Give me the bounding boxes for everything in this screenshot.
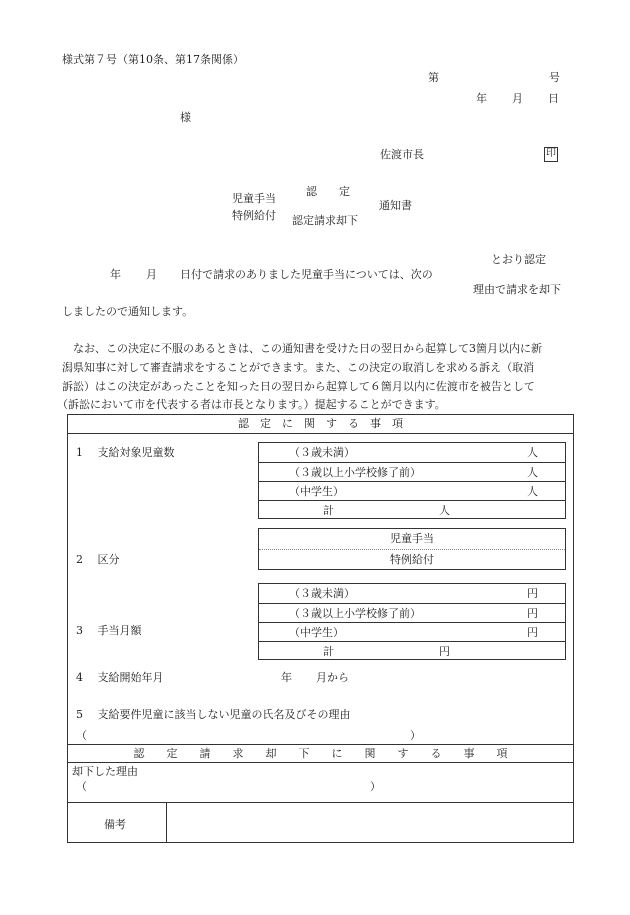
intro-year: 年 bbox=[110, 268, 121, 281]
intro-line2: しましたので通知します。 bbox=[62, 305, 194, 318]
title-kyakka: 認定請求却下 bbox=[292, 214, 358, 227]
section2-header: 認 定 請 求 却 下 に 関 す る 事 項 bbox=[133, 747, 508, 760]
item4-from: 月から bbox=[316, 671, 349, 684]
note-line1: なお、この決定に不服のあるときは、この通知書を受けた日の翌日から起算して3箇月以内に新 bbox=[73, 342, 542, 355]
kubun-box bbox=[258, 528, 566, 570]
divider bbox=[259, 549, 565, 550]
addressee-sama: 様 bbox=[180, 111, 191, 124]
table-row bbox=[259, 462, 565, 482]
divider bbox=[68, 744, 573, 745]
total-label: 計 bbox=[323, 504, 334, 517]
title-tsuchisho: 通知書 bbox=[379, 199, 412, 212]
intro-month: 月 bbox=[146, 268, 157, 281]
item1-label: 1 支給対象児童数 bbox=[76, 446, 175, 459]
date-year: 年 bbox=[476, 92, 487, 105]
row-unit: 人 bbox=[527, 466, 538, 479]
row-unit: 人 bbox=[527, 485, 538, 498]
row-unit: 円 bbox=[527, 607, 538, 620]
form-number: 様式第７号（第10条、第17条関係） bbox=[62, 53, 244, 66]
item4-year: 年 bbox=[281, 671, 292, 684]
item5-paren-close: ） bbox=[410, 729, 421, 742]
reject-paren-open: （ bbox=[76, 780, 87, 793]
number-dai: 第 bbox=[428, 71, 439, 84]
kubun-tokurei: 特例給付 bbox=[390, 553, 434, 566]
children-count-box bbox=[258, 442, 566, 519]
title-jido-teate: 児童手当 bbox=[232, 192, 276, 205]
item5-label: 5 支給要件児童に該当しない児童の氏名及びその理由 bbox=[76, 708, 351, 721]
divider bbox=[68, 433, 573, 434]
total-label: 計 bbox=[323, 645, 334, 658]
title-tokurei: 特例給付 bbox=[232, 209, 276, 222]
table-row bbox=[259, 500, 565, 520]
table-row bbox=[259, 481, 565, 501]
title-nintei: 認 定 bbox=[306, 185, 350, 198]
reject-paren-close: ） bbox=[370, 780, 381, 793]
divider bbox=[68, 802, 573, 803]
row-unit: 円 bbox=[527, 587, 538, 600]
option-kyakka: 理由で請求を却下 bbox=[473, 283, 561, 296]
row-label: （３歳以上小学校修了前） bbox=[289, 607, 421, 620]
item5-paren-open: （ bbox=[76, 729, 87, 742]
note-line4: （訴訟において市を代表する者は市長となります。）提起することができます。 bbox=[57, 398, 446, 411]
number-go: 号 bbox=[549, 71, 560, 84]
date-month: 月 bbox=[512, 92, 523, 105]
row-label: （中学生） bbox=[289, 485, 344, 498]
row-unit: 人 bbox=[527, 446, 538, 459]
divider bbox=[68, 762, 573, 763]
table-row bbox=[259, 584, 565, 603]
row-label: （中学生） bbox=[289, 626, 344, 639]
mayor-name: 佐渡市長 bbox=[380, 148, 424, 161]
intro-text: 日付で請求のありました児童手当については、次の bbox=[180, 268, 433, 281]
date-day: 日 bbox=[548, 92, 559, 105]
table-row bbox=[259, 443, 565, 462]
seal-mark: 印 bbox=[544, 147, 558, 162]
table-row bbox=[259, 641, 565, 661]
option-nintei: とおり認定 bbox=[491, 253, 546, 266]
kubun-jido-teate: 児童手当 bbox=[390, 532, 434, 545]
divider bbox=[166, 802, 167, 842]
reject-reason-label: 却下した理由 bbox=[72, 765, 138, 778]
total-unit: 人 bbox=[439, 504, 450, 517]
table-row bbox=[259, 622, 565, 642]
item3-label: 3 手当月額 bbox=[76, 624, 142, 637]
section1-header: 認 定 に 関 す る 事 項 bbox=[238, 417, 403, 430]
row-label: （３歳未満） bbox=[289, 587, 355, 600]
matters-table bbox=[67, 414, 574, 843]
note-line3: 訴訟）はこの決定があったことを知った日の翌日から起算して６箇月以内に佐渡市を被告として bbox=[62, 380, 535, 393]
monthly-amount-box bbox=[258, 583, 566, 660]
remarks-label: 備考 bbox=[104, 818, 126, 831]
table-row bbox=[259, 603, 565, 623]
note-line2: 潟県知事に対して審査請求をすることができます。また、この決定の取消しを求める訴え（取消 bbox=[62, 361, 535, 374]
total-unit: 円 bbox=[439, 645, 450, 658]
item4-label: 4 支給開始年月 bbox=[76, 671, 164, 684]
row-label: （３歳未満） bbox=[289, 446, 355, 459]
row-label: （３歳以上小学校修了前） bbox=[289, 466, 421, 479]
row-unit: 円 bbox=[527, 626, 538, 639]
item2-label: 2 区分 bbox=[76, 553, 120, 566]
